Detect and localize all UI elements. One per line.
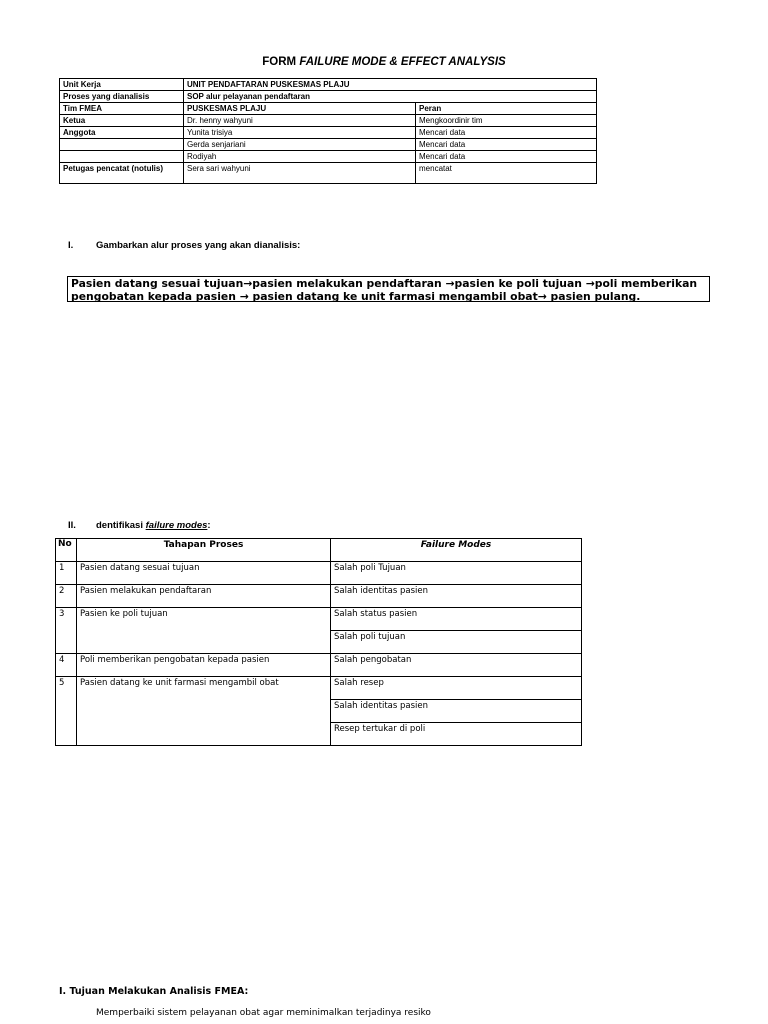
table-row [56,562,582,585]
section-1-heading: I. Gambarkan alur proses yang akan dianalisis: [68,240,301,251]
failure-mode: Salah resep [331,677,582,700]
section-2-heading: II. dentifikasi failure modes: [68,520,211,531]
info-row-petugas [60,163,597,184]
member-role: Mencari data [416,127,597,139]
process-step: Pasien melakukan pendaftaran [77,585,331,608]
anggota-label: Anggota [60,127,184,139]
no-header: No [56,539,77,562]
proses-value: SOP alur pelayanan pendaftaran [184,91,597,103]
form-title: FORM FAILURE MODE & EFFECT ANALYSIS [262,56,506,68]
info-row-tim [60,103,597,115]
peran-label: Peran [416,103,597,115]
failure-mode: Salah poli tujuan [331,631,582,654]
member-role: Mencari data [416,151,597,163]
fmea-goal-text: Memperbaiki sistem pelayanan obat agar meminimalkan terjadinya resiko [96,1008,431,1018]
tim-label: Tim FMEA [60,103,184,115]
failure-modes-table [55,538,582,746]
proses-label: Proses yang dianalisis [60,91,184,103]
row-number: 1 [56,562,77,585]
failure-mode: Resep tertukar di poli [331,723,582,746]
ketua-label: Ketua [60,115,184,127]
member-role: Mencari data [416,139,597,151]
process-step: Pasien ke poli tujuan [77,608,331,654]
table-row [56,608,582,631]
failure-mode: Salah pengobatan [331,654,582,677]
info-row-anggota [60,127,597,139]
empty-cell [60,151,184,163]
member-name: Dr. henny wahyuni [184,115,416,127]
tim-value: PUSKESMAS PLAJU [184,103,416,115]
row-number: 5 [56,677,77,746]
info-row-anggota [60,139,597,151]
row-number: 4 [56,654,77,677]
tahapan-header: Tahapan Proses [77,539,331,562]
process-flow-box: Pasien datang sesuai tujuan→pasien melakukan pendaftaran →pasien ke poli tujuan →poli memberikan pengobatan kepada pasien → pasien datang ke unit farmasi mengambil obat→ pasien pulang. [67,276,710,302]
failure-mode: Salah poli Tujuan [331,562,582,585]
table-row [56,654,582,677]
info-row-ketua [60,115,597,127]
unit-kerja-label: Unit Kerja [60,79,184,91]
failure-modes-header: Failure Modes [331,539,582,562]
petugas-label: Petugas pencatat (notulis) [60,163,184,184]
table-row [56,677,582,700]
process-step: Pasien datang sesuai tujuan [77,562,331,585]
table-row [56,585,582,608]
section-3-heading: I. Tujuan Melakukan Analisis FMEA: [59,986,249,997]
failure-mode: Salah identitas pasien [331,585,582,608]
member-name: Yunita trisiya [184,127,416,139]
member-role: Mengkoordinir tim [416,115,597,127]
fmea-info-table [59,78,597,184]
info-row-anggota [60,151,597,163]
row-number: 3 [56,608,77,654]
member-name: Gerda senjariani [184,139,416,151]
unit-kerja-value: UNIT PENDAFTARAN PUSKESMAS PLAJU [184,79,597,91]
member-role: mencatat [416,163,597,184]
info-row-proses [60,91,597,103]
row-number: 2 [56,585,77,608]
info-row-unit-kerja [60,79,597,91]
empty-cell [60,139,184,151]
failure-mode: Salah status pasien [331,608,582,631]
member-name: Sera sari wahyuni [184,163,416,184]
table-header-row [56,539,582,562]
process-step: Pasien datang ke unit farmasi mengambil obat [77,677,331,746]
failure-mode: Salah identitas pasien [331,700,582,723]
member-name: Rodiyah [184,151,416,163]
process-step: Poli memberikan pengobatan kepada pasien [77,654,331,677]
